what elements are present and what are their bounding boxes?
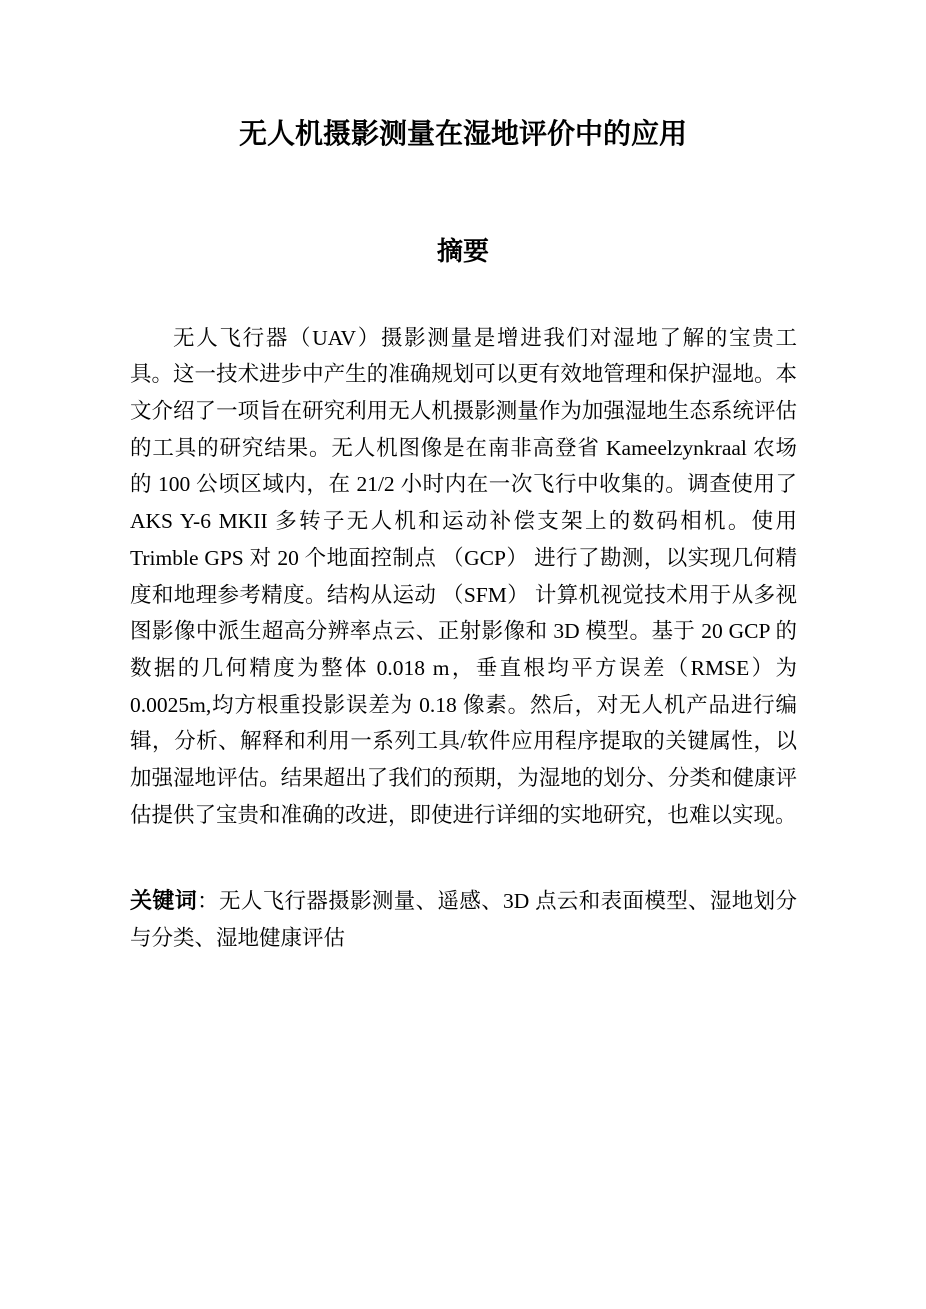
paper-title: 无人机摄影测量在湿地评价中的应用 (238, 118, 687, 149)
keywords-text: 无人飞行器摄影测量、遥感、3D 点云和表面模型、湿地划分与分类、湿地健康评估 (130, 889, 797, 951)
keywords-line (130, 883, 797, 956)
abstract-heading: 摘要 (436, 236, 489, 267)
keywords-separator: ： (197, 889, 219, 914)
keywords-label: 关键词 (130, 888, 198, 914)
abstract-paragraph: 无人飞行器（UAV）摄影测量是增进我们对湿地了解的宝贵工具。这一技术进步中产生的准确规划可以更有效地管理和保护湿地。本文介绍了一项旨在研究利用无人机摄影测量作为加强湿地生态系统评估的工具的研究结果。无人机图像是在南非高登省 Kameelzynkraal 农场的 100 公顷区域内，在 21/2 小时内在一次飞行中收集的。调查使用了 AKS Y-6 MKII 多转子无人机和运动补偿支架上的数码相机。使用 Trimble GPS 对 20 个地面控制点 （GCP） 进行了勘测，以实现几何精度和地理参考精度。结构从运动 （SFM） 计算机视觉技术用于从多视图影像中派生超高分辨率点云、正射影像和 3D 模型。基于 20 GCP 的数据的几何精度为整体 0.018 m，垂直根均平方误差（RMSE）为 0.0025m,均方根重投影误差为 0.18 像素。然后，对无人机产品进行编辑，分析、解释和利用一系列工具/软件应用程序提取的关键属性，以加强湿地评估。结果超出了我们的预期，为湿地的划分、分类和健康评估提供了宝贵和准确的改进，即使进行详细的实地研究，也难以实现。 (130, 325, 797, 827)
